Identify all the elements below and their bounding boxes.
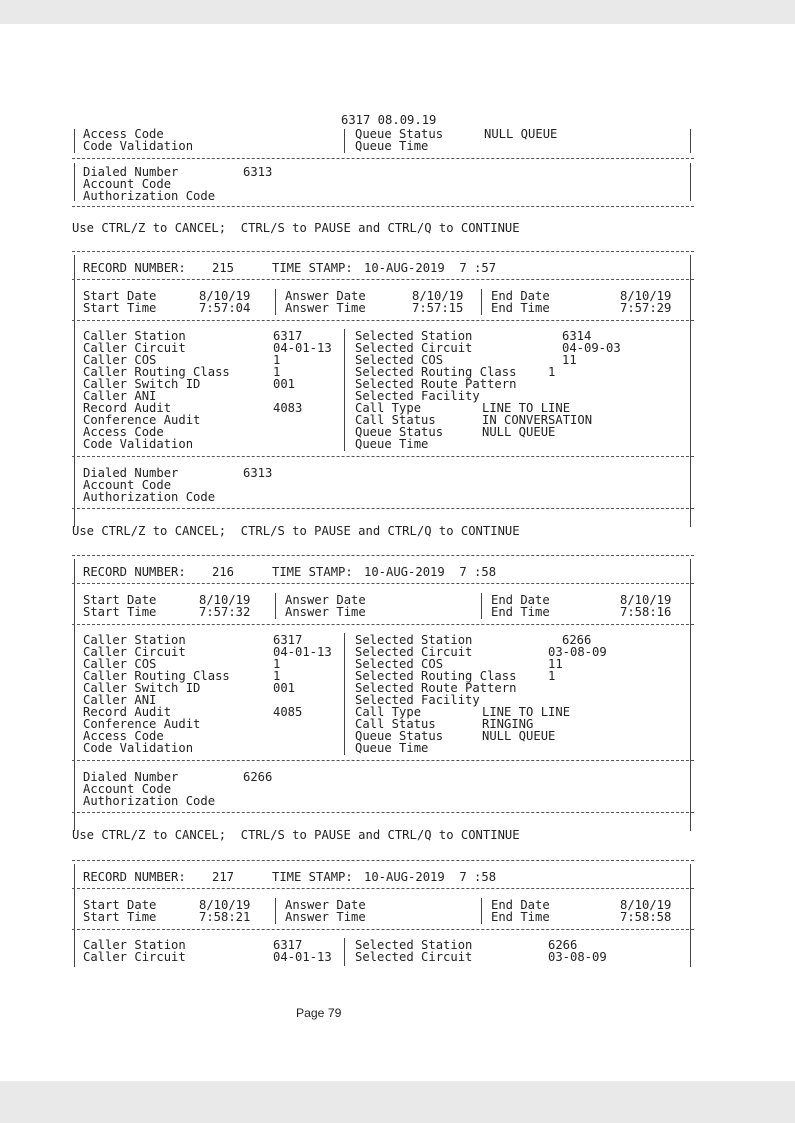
column-divider <box>481 898 482 924</box>
caller-switch-id-value: 001 <box>273 377 296 391</box>
account-code-label: Account Code <box>83 478 172 492</box>
caller-routing-class-label: Caller Routing Class <box>83 365 230 379</box>
end-date-value: 8/10/19 <box>620 898 672 912</box>
scan-top-margin <box>0 0 795 24</box>
end-date-label: End Date <box>491 289 550 303</box>
divider <box>72 206 694 207</box>
column-divider <box>275 593 276 619</box>
selected-station-value: 6266 <box>548 938 578 952</box>
caller-circuit-value: 04-01-13 <box>273 950 332 964</box>
authorization-code-label: Authorization Code <box>83 189 216 203</box>
time-stamp: 10-AUG-2019 7 :57 <box>364 261 497 275</box>
answer-time-label: Answer Time <box>285 605 366 619</box>
answer-date-label: Answer Date <box>285 289 366 303</box>
caller-switch-id-label: Caller Switch ID <box>83 681 201 695</box>
caller-station-value: 6317 <box>273 329 303 343</box>
time-stamp: 10-AUG-2019 7 :58 <box>364 565 497 579</box>
call-status-label: Call Status <box>355 413 436 427</box>
start-date-value: 8/10/19 <box>199 593 251 607</box>
caller-circuit-label: Caller Circuit <box>83 645 186 659</box>
authorization-code-label: Authorization Code <box>83 490 216 504</box>
selected-circuit-value: 04-09-03 <box>562 341 621 355</box>
selected-cos-label: Selected COS <box>355 657 444 671</box>
answer-time-value: 7:57:15 <box>412 301 464 315</box>
end-time-value: 7:58:58 <box>620 910 672 924</box>
divider <box>72 624 694 625</box>
divider <box>72 456 694 457</box>
start-time-label: Start Time <box>83 301 157 315</box>
selected-circuit-label: Selected Circuit <box>355 950 473 964</box>
selected-station-value: 6266 <box>562 633 592 647</box>
column-divider <box>481 593 482 619</box>
dialed-number-value: 6313 <box>243 466 273 480</box>
selected-routing-class-label: Selected Routing Class <box>355 365 517 379</box>
call-status-label: Call Status <box>355 717 436 731</box>
selected-route-pattern-label: Selected Route Pattern <box>355 681 517 695</box>
start-time-label: Start Time <box>83 910 157 924</box>
call-type-value: LINE TO LINE <box>482 401 571 415</box>
divider <box>72 583 694 584</box>
call-type-value: LINE TO LINE <box>482 705 571 719</box>
selected-station-label: Selected Station <box>355 633 473 647</box>
caller-station-label: Caller Station <box>83 329 186 343</box>
selected-routing-class-value: 1 <box>548 669 556 683</box>
divider <box>72 929 694 930</box>
start-date-label: Start Date <box>83 593 157 607</box>
answer-time-label: Answer Time <box>285 301 366 315</box>
authorization-code-label: Authorization Code <box>83 794 216 808</box>
conference-audit-label: Conference Audit <box>83 413 201 427</box>
selected-cos-label: Selected COS <box>355 353 444 367</box>
keyboard-notice: Use CTRL/Z to CANCEL; CTRL/S to PAUSE and CTRL/Q to CONTINUE <box>72 221 520 235</box>
caller-routing-class-value: 1 <box>273 365 281 379</box>
page-number: Page 79 <box>296 1006 342 1020</box>
caller-routing-class-value: 1 <box>273 669 281 683</box>
caller-switch-id-value: 001 <box>273 681 296 695</box>
caller-circuit-label: Caller Circuit <box>83 950 186 964</box>
frame-left <box>74 559 75 831</box>
frame-right <box>690 559 691 831</box>
frame-right <box>690 129 691 153</box>
answer-date-label: Answer Date <box>285 593 366 607</box>
end-time-label: End Time <box>491 910 550 924</box>
dialed-number-label: Dialed Number <box>83 165 179 179</box>
start-time-value: 7:57:32 <box>199 605 251 619</box>
access-code-label: Access Code <box>83 425 164 439</box>
frame-left <box>74 163 75 201</box>
dialed-number-value: 6313 <box>243 165 273 179</box>
column-divider <box>344 633 345 755</box>
record-number: 216 <box>212 565 235 579</box>
selected-circuit-value: 03-08-09 <box>548 950 607 964</box>
caller-ani-label: Caller ANI <box>83 389 157 403</box>
access-code-label: Access Code <box>83 729 164 743</box>
caller-circuit-value: 04-01-13 <box>273 341 332 355</box>
end-time-label: End Time <box>491 301 550 315</box>
start-time-value: 7:57:04 <box>199 301 251 315</box>
caller-station-value: 6317 <box>273 938 303 952</box>
caller-station-value: 6317 <box>273 633 303 647</box>
queue-status-label: Queue Status <box>355 729 444 743</box>
call-status-value: RINGING <box>482 717 534 731</box>
scan-bottom-margin <box>0 1081 795 1123</box>
record-number: 217 <box>212 870 235 884</box>
time-stamp: 10-AUG-2019 7 :58 <box>364 870 497 884</box>
time-stamp-label: TIME STAMP: <box>272 565 353 579</box>
caller-cos-label: Caller COS <box>83 657 157 671</box>
record-number-label: RECORD NUMBER: <box>83 870 186 884</box>
selected-circuit-label: Selected Circuit <box>355 341 473 355</box>
divider <box>72 760 694 761</box>
queue-time-label: Queue Time <box>355 139 429 153</box>
call-type-label: Call Type <box>355 705 422 719</box>
selected-route-pattern-label: Selected Route Pattern <box>355 377 517 391</box>
start-date-value: 8/10/19 <box>199 289 251 303</box>
end-date-label: End Date <box>491 898 550 912</box>
start-date-value: 8/10/19 <box>199 898 251 912</box>
frame-left <box>74 255 75 527</box>
end-date-label: End Date <box>491 593 550 607</box>
queue-status-label: Queue Status <box>355 127 444 141</box>
conference-audit-label: Conference Audit <box>83 717 201 731</box>
selected-circuit-label: Selected Circuit <box>355 645 473 659</box>
answer-date-value: 8/10/19 <box>412 289 464 303</box>
account-code-label: Account Code <box>83 782 172 796</box>
divider <box>72 555 694 556</box>
dialed-number-label: Dialed Number <box>83 466 179 480</box>
divider <box>72 320 694 321</box>
queue-time-label: Queue Time <box>355 741 429 755</box>
divider <box>72 251 694 252</box>
selected-routing-class-value: 1 <box>548 365 556 379</box>
caller-cos-label: Caller COS <box>83 353 157 367</box>
record-number: 215 <box>212 261 235 275</box>
record-audit-label: Record Audit <box>83 705 172 719</box>
frame-right <box>690 255 691 527</box>
frame-right <box>690 864 691 967</box>
end-time-value: 7:57:29 <box>620 301 672 315</box>
record-audit-value: 4083 <box>273 401 303 415</box>
dialed-number-value: 6266 <box>243 770 273 784</box>
divider <box>72 158 694 159</box>
record-number-label: RECORD NUMBER: <box>83 261 186 275</box>
column-divider <box>344 938 345 966</box>
selected-facility-label: Selected Facility <box>355 693 480 707</box>
caller-cos-value: 1 <box>273 353 281 367</box>
caller-circuit-label: Caller Circuit <box>83 341 186 355</box>
record-audit-value: 4085 <box>273 705 303 719</box>
end-time-value: 7:58:16 <box>620 605 672 619</box>
divider <box>72 888 694 889</box>
answer-time-label: Answer Time <box>285 910 366 924</box>
queue-status-value: NULL QUEUE <box>482 729 556 743</box>
print-stamp: 6317 08.09.19 <box>341 113 437 127</box>
access-code-label: Access Code <box>83 127 164 141</box>
account-code-label: Account Code <box>83 177 172 191</box>
queue-status-value: NULL QUEUE <box>484 127 558 141</box>
frame-left <box>74 864 75 967</box>
selected-circuit-value: 03-08-09 <box>548 645 607 659</box>
queue-time-label: Queue Time <box>355 437 429 451</box>
frame-right <box>690 163 691 201</box>
selected-cos-value: 11 <box>562 353 577 367</box>
divider <box>72 812 694 813</box>
column-divider <box>344 329 345 451</box>
caller-station-label: Caller Station <box>83 938 186 952</box>
call-type-label: Call Type <box>355 401 422 415</box>
divider <box>72 860 694 861</box>
start-time-label: Start Time <box>83 605 157 619</box>
frame-divider <box>344 129 345 153</box>
end-time-label: End Time <box>491 605 550 619</box>
start-time-value: 7:58:21 <box>199 910 251 924</box>
end-date-value: 8/10/19 <box>620 593 672 607</box>
start-date-label: Start Date <box>83 289 157 303</box>
column-divider <box>481 289 482 315</box>
code-validation-label: Code Validation <box>83 741 194 755</box>
time-stamp-label: TIME STAMP: <box>272 261 353 275</box>
selected-routing-class-label: Selected Routing Class <box>355 669 517 683</box>
start-date-label: Start Date <box>83 898 157 912</box>
caller-cos-value: 1 <box>273 657 281 671</box>
keyboard-notice: Use CTRL/Z to CANCEL; CTRL/S to PAUSE and CTRL/Q to CONTINUE <box>72 828 520 842</box>
selected-facility-label: Selected Facility <box>355 389 480 403</box>
caller-circuit-value: 04-01-13 <box>273 645 332 659</box>
queue-status-label: Queue Status <box>355 425 444 439</box>
divider <box>72 508 694 509</box>
keyboard-notice: Use CTRL/Z to CANCEL; CTRL/S to PAUSE and CTRL/Q to CONTINUE <box>72 524 520 538</box>
column-divider <box>275 898 276 924</box>
selected-station-label: Selected Station <box>355 329 473 343</box>
column-divider <box>275 289 276 315</box>
divider <box>72 279 694 280</box>
record-audit-label: Record Audit <box>83 401 172 415</box>
caller-station-label: Caller Station <box>83 633 186 647</box>
caller-routing-class-label: Caller Routing Class <box>83 669 230 683</box>
answer-date-label: Answer Date <box>285 898 366 912</box>
frame-left <box>74 129 75 153</box>
selected-station-value: 6314 <box>562 329 592 343</box>
queue-status-value: NULL QUEUE <box>482 425 556 439</box>
caller-switch-id-label: Caller Switch ID <box>83 377 201 391</box>
call-status-value: IN CONVERSATION <box>482 413 593 427</box>
record-number-label: RECORD NUMBER: <box>83 565 186 579</box>
selected-cos-value: 11 <box>548 657 563 671</box>
dialed-number-label: Dialed Number <box>83 770 179 784</box>
selected-station-label: Selected Station <box>355 938 473 952</box>
code-validation-label: Code Validation <box>83 437 194 451</box>
code-validation-label: Code Validation <box>83 139 194 153</box>
time-stamp-label: TIME STAMP: <box>272 870 353 884</box>
end-date-value: 8/10/19 <box>620 289 672 303</box>
caller-ani-label: Caller ANI <box>83 693 157 707</box>
